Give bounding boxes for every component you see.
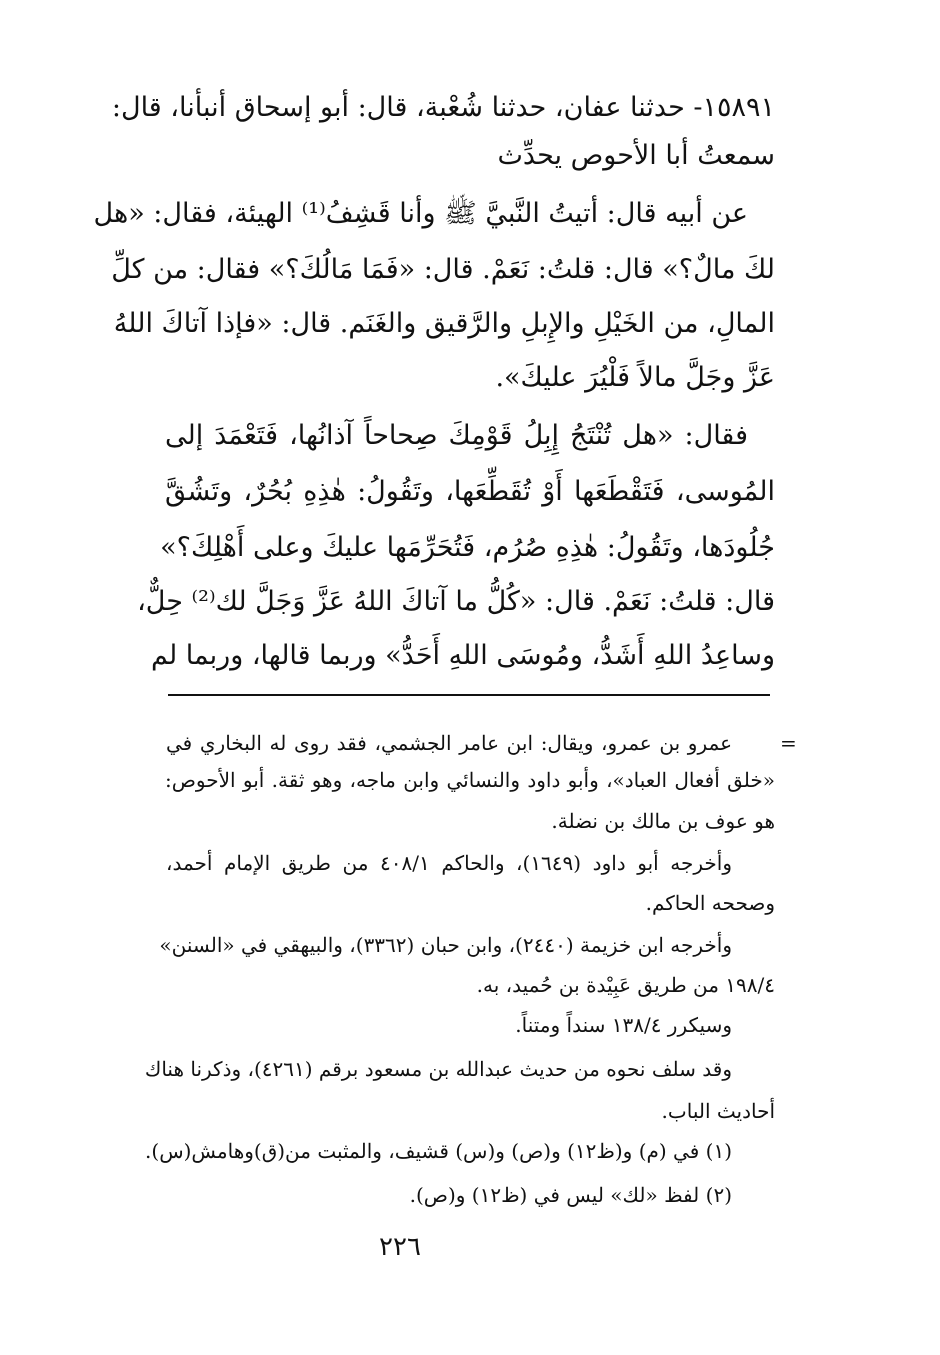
footnote-line: وسيكرر ١٣٨/٤ سنداً ومتناً. <box>515 1013 732 1037</box>
footnote-line: ١٩٨/٤ من طريق عَبِيْدة بن حُميد، به. <box>476 973 775 997</box>
paragraph-line: المُوسى، فَتَقْطَعَها أَوْ تُقَطِّعَها، وتَقُولُ: هٰذِهِ بُحُرٌ، وتَشُقَّ <box>165 476 775 507</box>
paragraph-line: عن أبيه قال: أتيتُ النَّبيَّ ﷺ وأنا قَشِفُ⁽¹⁾ الهيئة، فقال: «هل <box>93 198 748 229</box>
footnote-line: وأخرجه ابن خزيمة (٢٤٤٠)، وابن حبان (٣٣٦٢)، والبيهقي في «السنن» <box>159 933 732 957</box>
variant-note: (١) في (م) و(ظ١٢) و(ص) و(س) قشيف، والمثبت من(ق)وهامش(س). <box>145 1139 732 1163</box>
footnote-line: وقد سلف نحوه من حديث عبدالله بن مسعود برقم (٤٢٦١)، وذكرنا هناك <box>144 1057 732 1081</box>
hadith-header-line: سمعتُ أبا الأحوص يحدِّث <box>497 140 775 171</box>
paragraph-line: لكَ مالٌ؟» قال: قلتُ: نَعَمْ. قال: «فَمَا مَالُكَ؟» فقال: من كلِّ <box>111 254 775 285</box>
footnote-line: هو عوف بن مالك بن نضلة. <box>551 809 775 833</box>
footnote-line: وأخرجه أبو داود (١٦٤٩)، والحاكم ٤٠٨/١ من طريق الإمام أحمد، <box>166 851 732 875</box>
paragraph-line: المالِ، من الخَيْلِ والإِبلِ والرَّقيق والغَنَم. قال: «فإذا آتاكَ اللهُ <box>113 308 775 339</box>
paragraph-line: وساعِدُ اللهِ أَشَدُّ، ومُوسَى اللهِ أَحَدُّ» وربما قالها، وربما لم <box>151 640 775 671</box>
paragraph-line: فقال: «هل تُنْتَجُ إِبِلُ قَوْمِكَ صِحاحاً آذانُها، فَتَعْمَدَ إلى <box>165 420 748 451</box>
paragraph-line: عَزَّ وجَلَّ مالاً فَلْيُرَ عليكَ». <box>495 362 775 393</box>
paragraph-line: قال: قلتُ: نَعَمْ. قال: «كُلُّ ما آتاكَ اللهُ عَزَّ وَجَلَّ لك⁽²⁾ حِلٌّ، <box>137 586 775 617</box>
footnote-continuation-mark: = <box>780 731 797 755</box>
footnote-line: «خلق أفعال العباد»، وأبو داود والنسائي وابن ماجه، وهو ثقة. أبو الأحوص: <box>165 768 775 792</box>
footnote-line: وصححه الحاكم. <box>645 891 775 915</box>
hadith-header-line: ١٥٨٩١- حدثنا عفان، حدثنا شُعْبة، قال: أبو إسحاق أنبأنا، قال: <box>111 92 775 123</box>
page-number: ٢٢٦ <box>379 1232 421 1262</box>
footnote-divider <box>168 694 770 696</box>
paragraph-line: جُلُودَها، وتَقُولُ: هٰذِهِ صُرُم، فَتُحَرِّمَها عليكَ وعلى أَهْلِكَ؟» <box>160 532 775 563</box>
footnote-line: أحاديث الباب. <box>661 1099 775 1123</box>
variant-note: (٢) لفظ «لك» ليس في (ظ١٢) و(ص). <box>409 1183 732 1207</box>
footnote-line: عمرو بن عمرو، ويقال: ابن عامر الجشمي، فقد روى له البخاري في <box>166 731 732 755</box>
